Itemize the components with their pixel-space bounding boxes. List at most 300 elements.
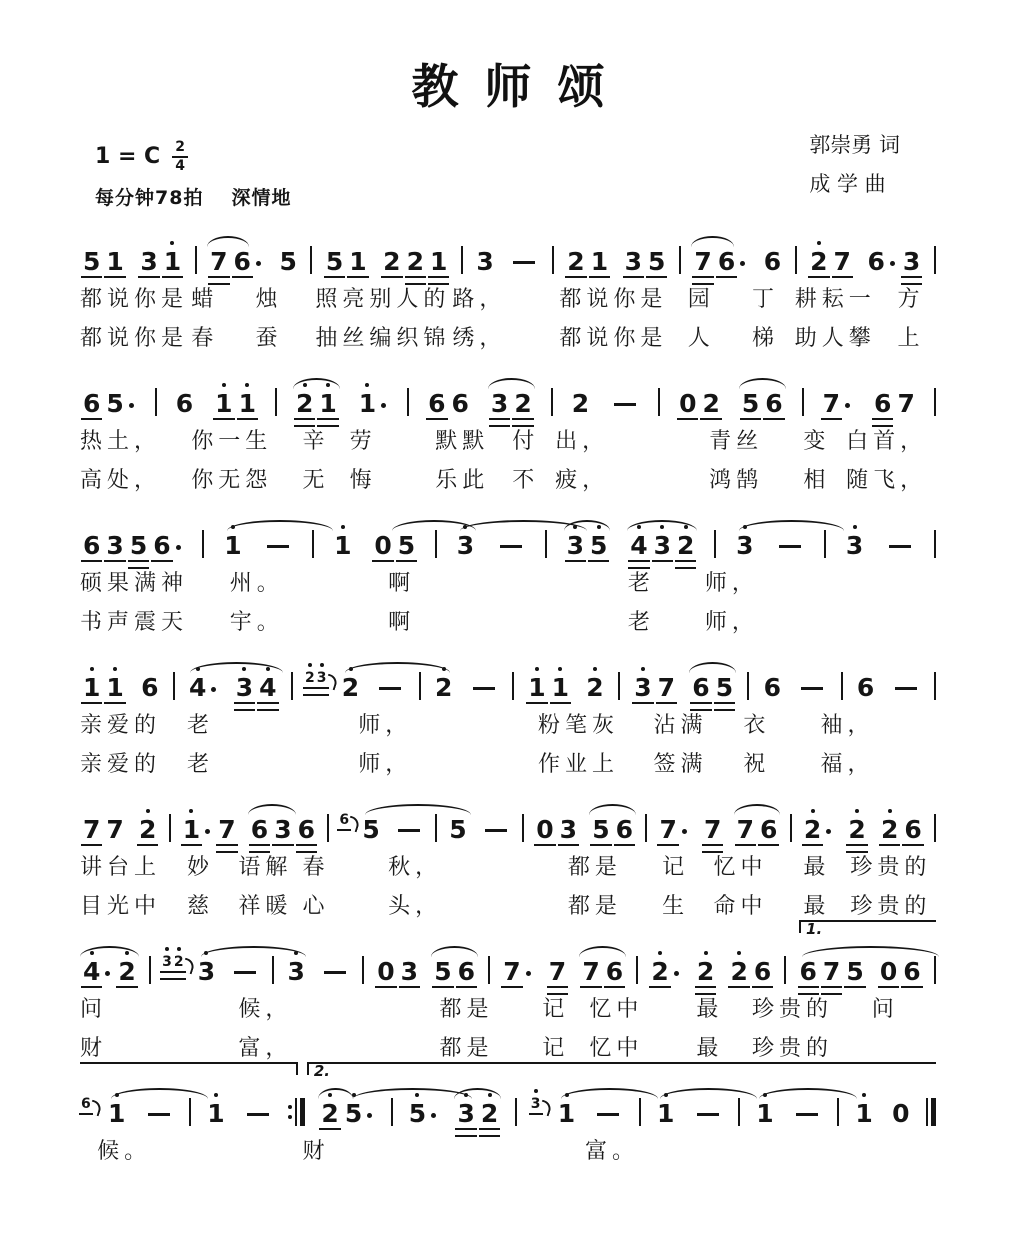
augmentation-dot xyxy=(105,971,110,976)
lyric-syllable: 最 xyxy=(696,997,724,1022)
time-signature xyxy=(172,140,188,173)
note-group xyxy=(934,672,936,700)
note-group xyxy=(195,246,197,274)
lyric-syllable: 出， xyxy=(555,429,610,454)
lyric-syllable: 蜡 xyxy=(191,287,219,312)
note: 5 xyxy=(344,1099,363,1128)
lyric-syllable: 记 xyxy=(542,997,570,1022)
note: 2 xyxy=(139,815,157,844)
grace-note: 6 xyxy=(339,812,350,828)
note-group xyxy=(627,533,697,558)
slur-arc xyxy=(207,236,249,247)
note-group xyxy=(636,956,638,984)
thin-barline xyxy=(926,1098,928,1126)
lyric-syllable: 默默 xyxy=(435,429,490,454)
note-group xyxy=(591,1113,625,1126)
note-group xyxy=(843,533,866,558)
note-group xyxy=(533,817,580,842)
barline xyxy=(195,246,197,274)
note-group xyxy=(676,391,723,416)
lyric-syllable: 问 xyxy=(871,997,899,1022)
note: 1 xyxy=(590,247,609,276)
grace-note-group xyxy=(304,671,328,685)
barline xyxy=(934,530,936,558)
note-group xyxy=(339,675,362,700)
lyric-line xyxy=(80,566,936,597)
lyric-line xyxy=(80,747,936,778)
note-group xyxy=(790,814,792,842)
note-group xyxy=(467,687,501,700)
lyric-syllable: 亲爱的 xyxy=(80,752,162,777)
note: 3 xyxy=(197,957,216,986)
barline xyxy=(714,530,716,558)
lyric-line xyxy=(80,992,936,1023)
note: 2 xyxy=(118,957,136,986)
barline xyxy=(275,388,277,416)
note-group xyxy=(583,675,606,700)
note: 6 xyxy=(867,247,885,276)
lyric-line xyxy=(80,1031,936,1062)
barline xyxy=(639,1098,641,1126)
lyric-syllable: 都是 xyxy=(567,894,622,919)
lyric-syllable: 沾满 xyxy=(653,713,708,738)
lyric-syllable: 衣 xyxy=(743,713,771,738)
expression-text: 深情地 xyxy=(231,187,292,209)
note-group xyxy=(733,533,756,558)
note-group xyxy=(310,246,312,274)
duration-dash xyxy=(234,971,256,974)
thick-barline xyxy=(300,1098,305,1126)
note: 6 xyxy=(903,957,921,986)
slur-arc xyxy=(201,946,307,957)
grace-note: 2 xyxy=(305,670,315,686)
note: 3 xyxy=(653,531,672,560)
note-group xyxy=(275,388,277,416)
lyric-syllable: 路， xyxy=(452,287,507,312)
note-group xyxy=(419,672,421,700)
note-group xyxy=(488,956,490,984)
barline xyxy=(802,388,804,416)
lyric-syllable: 财 xyxy=(302,1139,330,1164)
note: 1 xyxy=(551,673,570,702)
grace-note-group xyxy=(530,1097,542,1111)
rest-note: 0 xyxy=(879,957,898,986)
lyric-syllable: 青丝 xyxy=(709,429,764,454)
lyric-syllable: 慈 xyxy=(187,894,215,919)
lyric-syllable: 不 xyxy=(512,468,540,493)
lyric-syllable: 老 xyxy=(627,610,655,635)
music-system xyxy=(80,1064,936,1165)
note-group xyxy=(186,675,221,700)
note-group xyxy=(431,959,478,984)
note: 7 xyxy=(503,957,521,986)
lyric-syllable: 妙 xyxy=(187,855,215,880)
key-time-signature xyxy=(95,140,188,173)
note-group xyxy=(374,959,421,984)
note-group xyxy=(701,817,724,842)
note: 6 xyxy=(233,247,251,276)
barline xyxy=(747,672,749,700)
barline xyxy=(934,814,936,842)
slur-arc xyxy=(564,520,611,531)
note: 6 xyxy=(83,389,101,418)
note-group xyxy=(80,817,127,842)
volta-bracket-extension xyxy=(80,1062,298,1075)
note-group xyxy=(738,1098,740,1126)
credits xyxy=(809,126,900,204)
grace-note: 2 xyxy=(173,954,184,970)
note: 4 xyxy=(630,531,648,560)
note: 2 xyxy=(881,815,899,844)
lyric-syllable: 热土， xyxy=(80,429,162,454)
note-group xyxy=(189,1098,191,1126)
augmentation-dot xyxy=(256,261,261,266)
note-group xyxy=(639,1098,641,1126)
barline xyxy=(795,246,797,274)
note: 1 xyxy=(319,389,337,418)
rest-note: 0 xyxy=(536,815,554,844)
lyric-syllable: 都说你是 xyxy=(559,326,668,351)
note: 7 xyxy=(694,247,712,276)
note-group xyxy=(359,817,382,842)
note: 6 xyxy=(763,247,782,276)
note-group xyxy=(80,533,186,558)
slur-arc xyxy=(365,804,471,815)
music-system xyxy=(80,780,936,920)
barline xyxy=(391,1098,393,1126)
note: 7 xyxy=(897,389,915,418)
note-group xyxy=(618,672,620,700)
note: 1 xyxy=(528,673,546,702)
note-group xyxy=(435,814,437,842)
slur-arc xyxy=(353,1088,473,1099)
note-group xyxy=(180,817,239,842)
note: 5 xyxy=(325,247,344,276)
note: 7 xyxy=(704,815,722,844)
note-group xyxy=(656,817,691,842)
note: 3 xyxy=(457,1099,475,1128)
grace-note: 6 xyxy=(81,1096,91,1112)
note-group xyxy=(312,530,314,558)
note-group xyxy=(877,959,924,984)
tempo-text: 每分钟78拍 xyxy=(95,187,204,209)
barline xyxy=(934,246,936,274)
notation-row xyxy=(80,234,936,274)
duration-dash xyxy=(779,545,801,548)
note-group xyxy=(522,814,524,842)
lyric-syllable: 祝 xyxy=(743,752,771,777)
augmentation-dot xyxy=(129,403,134,408)
note-group xyxy=(545,530,547,558)
note: 7 xyxy=(659,815,677,844)
lyric-syllable: 人 xyxy=(687,326,715,351)
lyric-syllable: 命中 xyxy=(713,894,768,919)
augmentation-dot xyxy=(205,829,210,834)
barline xyxy=(515,1098,517,1126)
note: 6 xyxy=(141,673,159,702)
note: 5 xyxy=(362,815,380,844)
augmentation-dot xyxy=(211,687,216,692)
note-group xyxy=(883,545,917,558)
note: 2 xyxy=(586,673,604,702)
note-group xyxy=(747,672,749,700)
barline xyxy=(272,956,274,984)
note-group xyxy=(406,1101,441,1126)
notation-area xyxy=(0,212,1016,1165)
note-group xyxy=(80,675,127,700)
note-group xyxy=(790,1113,824,1126)
note: 5 xyxy=(741,389,760,418)
note-group xyxy=(435,530,437,558)
note: 3 xyxy=(476,247,494,276)
lyric-syllable: 师， xyxy=(358,752,413,777)
note-group xyxy=(380,249,450,274)
note-group xyxy=(142,1113,176,1126)
barline xyxy=(645,814,647,842)
note: 6 xyxy=(615,815,634,844)
augmentation-dot xyxy=(176,545,181,550)
slur-arc xyxy=(454,1088,501,1099)
lyric-syllable: 都是 xyxy=(439,1036,494,1061)
note-group xyxy=(622,249,669,274)
note: 1 xyxy=(238,389,256,418)
note-group xyxy=(318,1101,377,1126)
slur-arc xyxy=(739,520,845,531)
lyric-syllable: 语解 xyxy=(238,855,293,880)
note: 3 xyxy=(624,247,642,276)
barline xyxy=(837,1098,839,1126)
note-group xyxy=(204,1101,227,1126)
note-group xyxy=(801,817,836,842)
time-signature-numerator: 2 xyxy=(172,140,188,158)
barline xyxy=(173,672,175,700)
barline xyxy=(934,388,936,416)
lyric-syllable: 耕耘一 xyxy=(794,287,876,312)
note-group xyxy=(691,1113,725,1126)
note: 6 xyxy=(428,389,446,418)
note: 6 xyxy=(457,957,475,986)
note-group xyxy=(871,391,918,416)
barline xyxy=(407,388,409,416)
note-group xyxy=(795,246,797,274)
note-group xyxy=(241,1113,275,1126)
note-group xyxy=(864,249,923,274)
note-group xyxy=(525,675,572,700)
lyric-line xyxy=(80,321,936,352)
lyric-syllable: 最 xyxy=(803,855,831,880)
note: 6 xyxy=(605,957,624,986)
barline xyxy=(202,530,204,558)
grace-note: 3 xyxy=(530,1096,541,1112)
barline xyxy=(934,672,936,700)
note: 6 xyxy=(83,531,101,560)
note: 6 xyxy=(692,673,710,702)
note-group xyxy=(645,814,647,842)
lyric-syllable: 白首， xyxy=(846,429,928,454)
lyric-line xyxy=(80,1134,936,1165)
duration-dash xyxy=(889,545,911,548)
lyric-line xyxy=(80,889,936,920)
note: 5 xyxy=(279,247,297,276)
lyric-syllable: 师， xyxy=(704,610,759,635)
duration-dash xyxy=(485,829,507,832)
duration-dash xyxy=(247,1113,269,1116)
note-group xyxy=(173,672,175,700)
lyric-syllable: 最 xyxy=(696,1036,724,1061)
note: 3 xyxy=(400,957,419,986)
note-group xyxy=(631,675,678,700)
lyric-syllable: 高处， xyxy=(80,468,162,493)
end-repeat-barline xyxy=(288,1098,305,1126)
note: 7 xyxy=(736,815,755,844)
duration-dash xyxy=(379,687,401,690)
note: 2 xyxy=(321,1099,339,1128)
note: 6 xyxy=(297,815,315,844)
note-group xyxy=(479,829,513,842)
note: 7 xyxy=(822,389,841,418)
lyric-line xyxy=(80,850,936,881)
note: 2 xyxy=(696,957,715,986)
note-group xyxy=(564,533,611,558)
rest-note: 0 xyxy=(374,531,392,560)
note: 1 xyxy=(358,389,377,418)
lyric-syllable: 作业上 xyxy=(537,752,619,777)
volta-bracket: 1. xyxy=(799,920,936,933)
lyric-syllable: 问 xyxy=(80,997,108,1022)
lyric-syllable: 园 xyxy=(687,287,715,312)
lyric-syllable: 劳 xyxy=(349,429,377,454)
augmentation-dot xyxy=(431,1113,436,1118)
note: 7 xyxy=(833,247,851,276)
lyric-syllable: 随飞， xyxy=(846,468,928,493)
duration-dash xyxy=(473,687,495,690)
slur-arc xyxy=(111,1088,209,1099)
lyric-syllable: 记 xyxy=(542,1036,570,1061)
note: 5 xyxy=(129,531,148,560)
lyric-syllable: 财 xyxy=(80,1036,108,1061)
grace-note-group xyxy=(161,955,185,969)
note: 1 xyxy=(108,1099,126,1128)
note: 2 xyxy=(383,247,401,276)
lyric-syllable: 袖， xyxy=(820,713,875,738)
music-system xyxy=(80,922,936,1062)
note-group xyxy=(753,1101,776,1126)
lyric-syllable: 烛 xyxy=(255,287,283,312)
note-group xyxy=(494,545,528,558)
lyric-syllable: 照亮别人的 xyxy=(315,287,451,312)
barline xyxy=(189,1098,191,1126)
lyric-syllable: 富。 xyxy=(585,1139,640,1164)
note-group xyxy=(272,956,274,984)
grace-note: 3 xyxy=(162,954,172,970)
augmentation-dot xyxy=(381,403,386,408)
lyric-syllable: 福， xyxy=(820,752,875,777)
lyric-syllable: 生 xyxy=(662,894,690,919)
duration-dash xyxy=(697,1113,719,1116)
lyric-syllable: 忆中 xyxy=(589,1036,644,1061)
note: 3 xyxy=(456,531,475,560)
note-group xyxy=(149,956,151,984)
note-group xyxy=(371,533,418,558)
note-group xyxy=(80,249,127,274)
note: 5 xyxy=(408,1099,427,1128)
barline xyxy=(435,530,437,558)
note: 2 xyxy=(567,247,585,276)
note-group xyxy=(473,249,496,274)
note-group xyxy=(654,1101,677,1126)
duration-dash xyxy=(597,1113,619,1116)
note: 6 xyxy=(763,673,782,702)
note-group xyxy=(608,403,642,416)
note: 5 xyxy=(846,957,864,986)
note-group xyxy=(407,388,409,416)
note-group xyxy=(138,675,161,700)
slur-arc xyxy=(488,378,535,389)
time-signature-denominator: 4 xyxy=(175,157,185,174)
lyric-syllable: 乐此 xyxy=(435,468,490,493)
note-group xyxy=(362,956,364,984)
barline xyxy=(658,388,660,416)
note-group xyxy=(551,388,553,416)
duration-dash xyxy=(614,403,636,406)
duration-dash xyxy=(895,687,917,690)
thin-barline xyxy=(295,1098,297,1126)
note: 7 xyxy=(106,815,124,844)
barline xyxy=(784,956,786,984)
slur-arc xyxy=(739,378,786,389)
duration-dash xyxy=(267,545,289,548)
note: 1 xyxy=(83,673,101,702)
notation-row xyxy=(80,376,936,416)
lyric-syllable: 老 xyxy=(187,752,215,777)
barline xyxy=(149,956,151,984)
note-group xyxy=(689,675,736,700)
note-group xyxy=(552,246,554,274)
notation-row xyxy=(80,518,936,558)
barline xyxy=(169,814,171,842)
lyric-syllable: 付 xyxy=(512,429,540,454)
rest-note: 0 xyxy=(377,957,395,986)
note: 2 xyxy=(295,389,314,418)
note: 6 xyxy=(175,389,194,418)
barline xyxy=(824,530,826,558)
lyric-syllable: 变 xyxy=(803,429,831,454)
note: 2 xyxy=(341,673,360,702)
note: 1 xyxy=(855,1099,873,1128)
note-group xyxy=(288,1098,305,1126)
note-group xyxy=(648,959,683,984)
note-group xyxy=(555,1101,578,1126)
augmentation-dot xyxy=(367,1113,372,1118)
note-group xyxy=(564,249,611,274)
lyric-syllable: 忆中 xyxy=(589,997,644,1022)
note-group xyxy=(80,959,139,984)
grace-note: 3 xyxy=(316,670,327,686)
lyric-syllable: 老 xyxy=(627,571,655,596)
lyric-syllable: 春 xyxy=(302,855,330,880)
barline xyxy=(362,956,364,984)
lyric-syllable: 绣， xyxy=(452,326,507,351)
barline xyxy=(738,1098,740,1126)
augmentation-dot xyxy=(845,403,850,408)
note: 7 xyxy=(83,815,101,844)
note-group xyxy=(934,388,936,416)
note: 2 xyxy=(651,957,669,986)
note: 7 xyxy=(548,957,567,986)
lyric-syllable: 祥暖 xyxy=(238,894,293,919)
note-group xyxy=(797,959,867,984)
note: 2 xyxy=(514,389,532,418)
